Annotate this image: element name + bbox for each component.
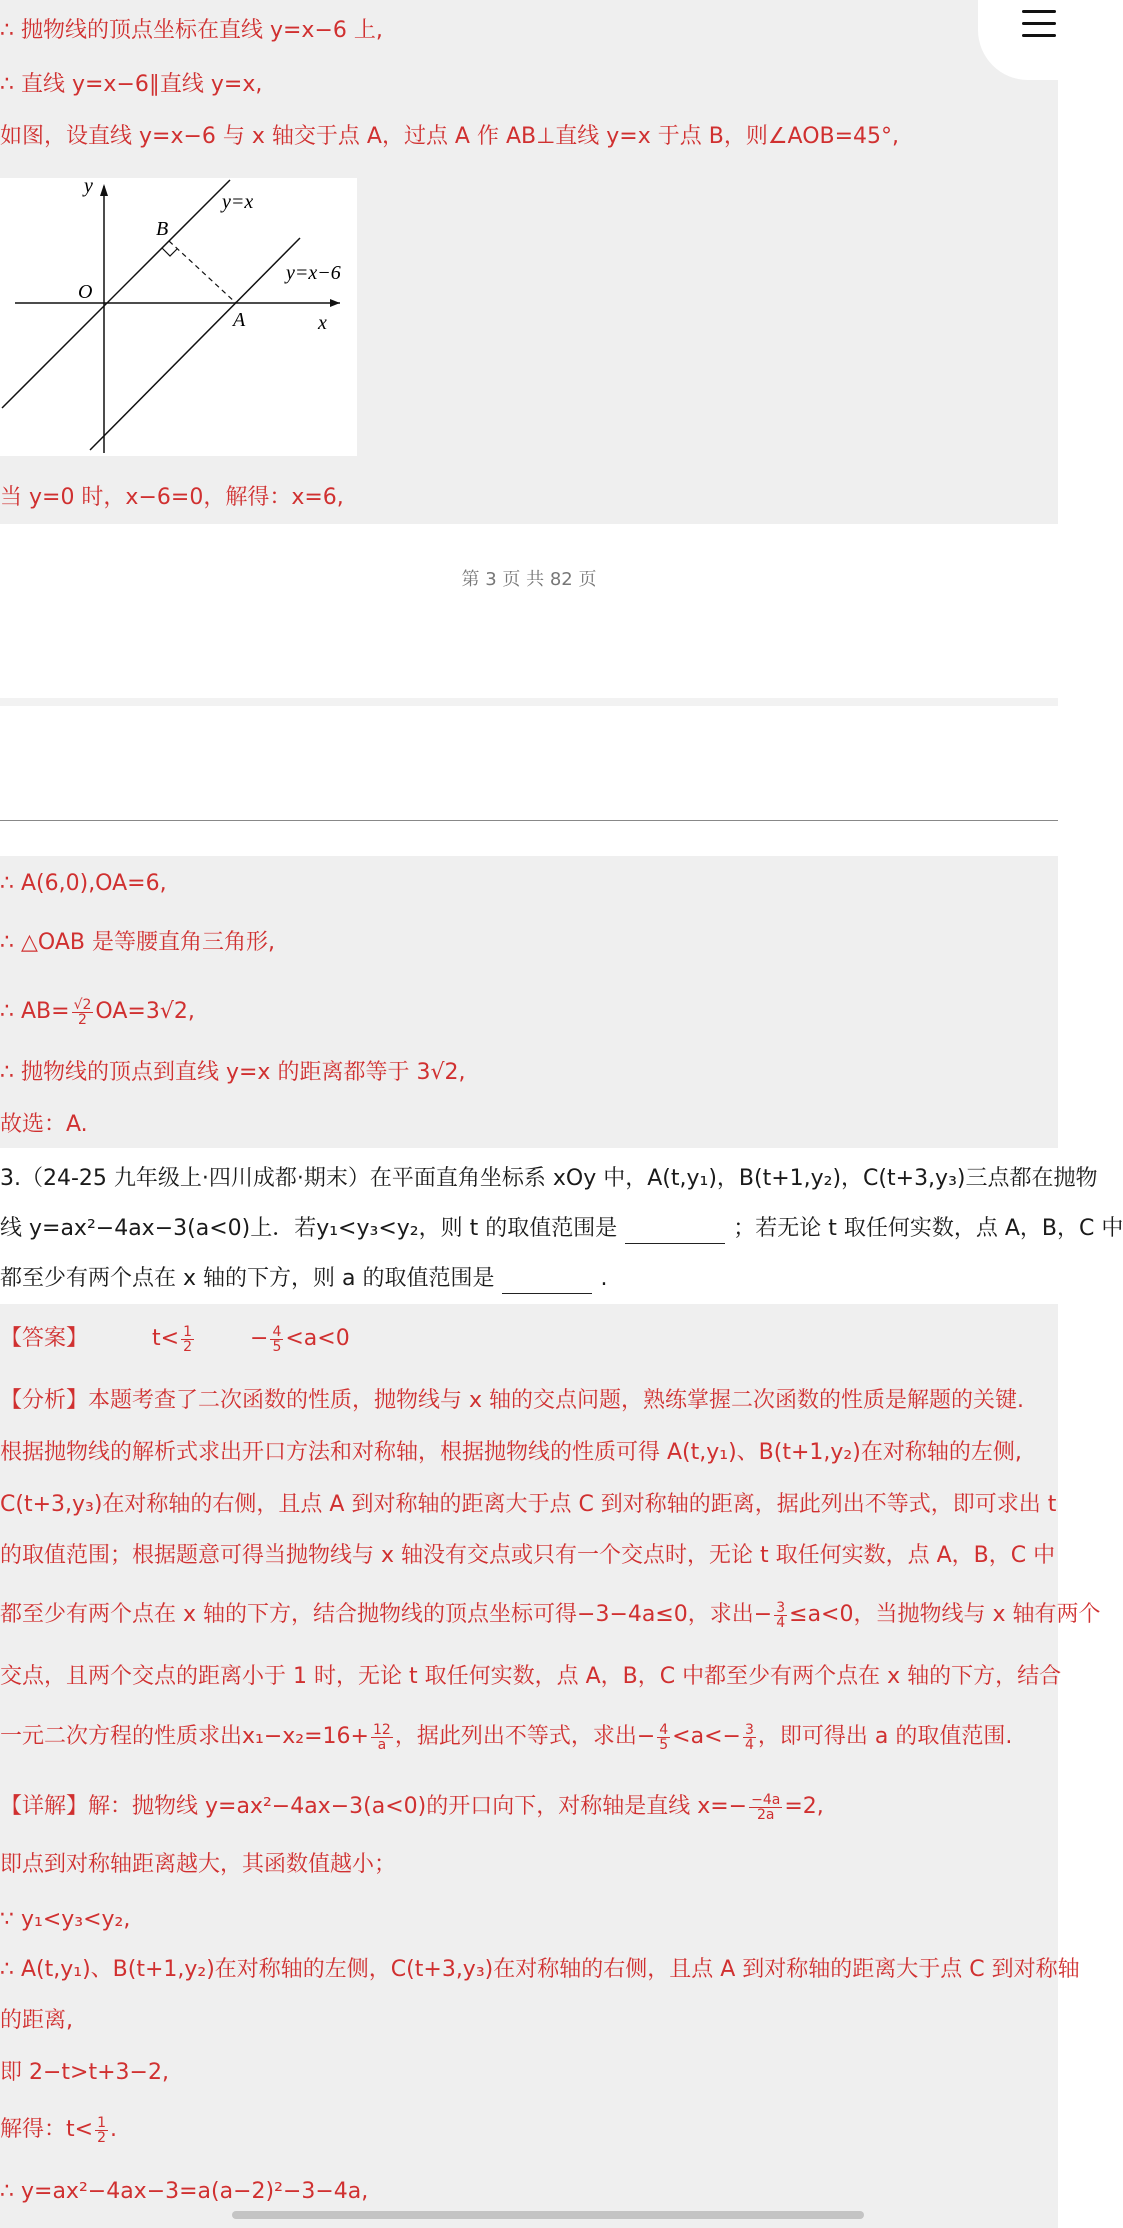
analysis-line: 【分析】本题考查了二次函数的性质，抛物线与 x 轴的交点问题，熟练掌握二次函数的性质是解题的关键. [0,1388,1025,1413]
point-b-label: B [156,218,169,240]
text-line: 故选：A. [0,1112,88,1137]
answer-label: 【答案】 [0,1326,89,1351]
text-line: ∴ AB= $\frac{√2}{2}$ OA=3√2, [0,996,195,1028]
answer-blank-2 [502,1273,592,1294]
detail-line: 即点到对称轴距离越大，其函数值越小； [0,1852,397,1877]
text-line: 如图，设直线 y=x−6 与 x 轴交于点 A，过点 A 作 AB⊥直线 y=x 于点 B，则∠AOB=45°, [0,124,900,149]
detail-line: 解得：t< $\frac{1}{2}$ . [0,2114,117,2146]
line-label-y-eq-x: y=x [222,191,254,213]
question-line: 都至少有两个点在 x 轴的下方，则 a 的取值范围是 . [0,1264,607,1294]
detail-line: ∵ y₁<y₃<y₂, [0,1907,131,1932]
analysis-line: C(t+3,y₃)在对称轴的右侧，且点 A 到对称轴的距离大于点 C 到对称轴的距离，据此列出不等式，即可求出 t [0,1492,1057,1517]
y-axis-arrow [100,184,108,196]
origin-label: O [78,281,93,303]
page-number: 第 3 页 共 82 页 [461,569,597,590]
detail-line: 的距离, [0,2008,73,2033]
answer-blank-1 [625,1223,725,1244]
text-line: 当 y=0 时，x−6=0，解得：x=6, [0,485,344,510]
right-angle-mark [162,248,177,256]
geometry-figure [0,175,357,456]
analysis-line: 都至少有两个点在 x 轴的下方，结合抛物线的顶点坐标可得−3−4a≤0，求出− $\frac{3}{4}$ ≤a<0，当抛物线与 x 轴有两个 [0,1599,1101,1631]
line-y-eq-x [2,180,230,408]
analysis-line: 的取值范围；根据题意可得当抛物线与 x 轴没有交点或只有一个交点时，无论 t 取任何实数，点 A，B，C 中 [0,1543,1056,1568]
text-line: ∴ 直线 y=x−6∥直线 y=x, [0,72,263,97]
detail-line: ∴ A(t,y₁)、B(t+1,y₂)在对称轴的左侧，C(t+3,y₃)在对称轴的右侧，且点 A 到对称轴的距离大于点 C 到对称轴 [0,1957,1080,1982]
text-line: ∴ A(6,0),OA=6, [0,871,167,896]
answer-line: 【答案】 t< $\frac{1}{2}$ − $\frac{4}{5}$ <a<0 [0,1323,350,1355]
line-y-eq-x-minus-6 [90,238,300,450]
analysis-line: 一元二次方程的性质求出x₁−x₂=16+ $\frac{12}{a}$ ，据此列出不等式，求出− $\frac{4}{5}$ <a<− $\frac{3}{4}$ ，即可得出 a 的取值范围. [0,1721,1013,1753]
page-separator [0,698,1058,706]
hamburger-icon[interactable] [1022,10,1056,38]
coordinate-diagram [0,175,357,456]
header-rule [0,820,1058,821]
line-label-y-eq-x-minus-6: y=x−6 [286,262,341,284]
detail-line: ∴ y=ax²−4ax−3=a(a−2)²−3−4a, [0,2179,369,2204]
y-axis-label: y [84,175,93,197]
x-axis-label: x [318,312,327,334]
text-line: ∴ 抛物线的顶点坐标在直线 y=x−6 上, [0,18,383,43]
analysis-line: 交点，且两个交点的距离小于 1 时，无论 t 取任何实数，点 A，B，C 中都至少有两个点在 x 轴的下方，结合 [0,1664,1062,1689]
text-line: ∴ 抛物线的顶点到直线 y=x 的距离都等于 3√2, [0,1060,466,1085]
segment-ab [169,241,236,303]
analysis-line: 根据抛物线的解析式求出开口方法和对称轴，根据抛物线的性质可得 A(t,y₁)、B(t+1,y₂)在对称轴的左侧, [0,1440,1022,1465]
detail-line: 即 2−t>t+3−2, [0,2060,169,2085]
x-axis-arrow [330,299,340,307]
detail-line: 【详解】解：抛物线 y=ax²−4ax−3(a<0)的开口向下，对称轴是直线 x=− $\frac{-4a}{2a}$ =2, [0,1791,824,1823]
home-indicator[interactable] [232,2211,864,2219]
point-a-label: A [233,309,246,331]
text-line: ∴ △OAB 是等腰直角三角形, [0,930,275,955]
question-line: 3.（24-25 九年级上·四川成都·期末）在平面直角坐标系 xOy 中，A(t,y₁)，B(t+1,y₂)，C(t+3,y₃)三点都在抛物 [0,1166,1098,1191]
question-line: 线 y=ax²−4ax−3(a<0)上．若y₁<y₃<y₂，则 t 的取值范围是 ；若无论 t 取任何实数，点 A，B，C 中 [0,1214,1123,1244]
